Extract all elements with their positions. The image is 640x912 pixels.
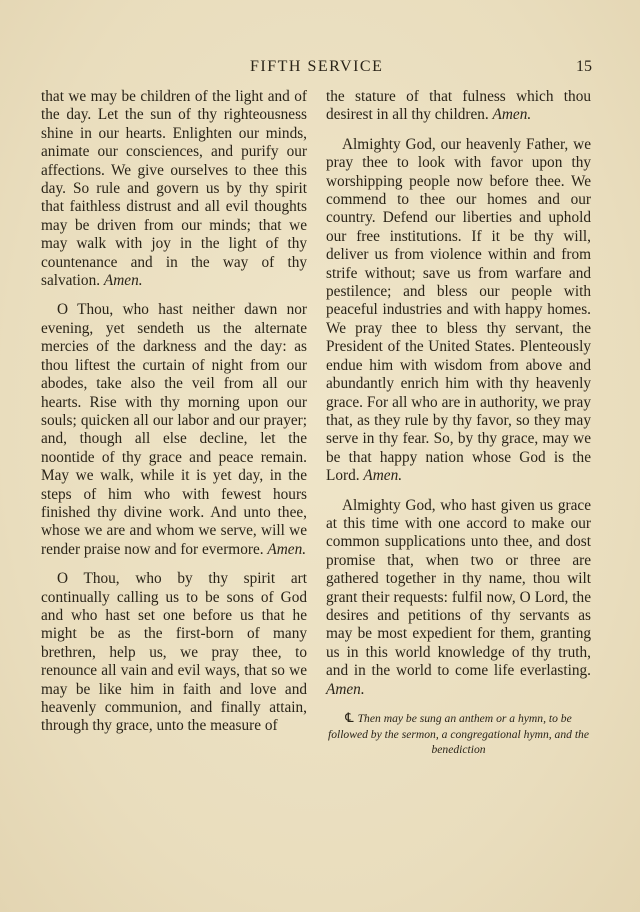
right-column xyxy=(326,88,591,758)
running-head xyxy=(0,58,640,80)
section-title: FIFTH SERVICE xyxy=(250,58,384,75)
prayer-paragraph xyxy=(326,88,591,125)
prayer-paragraph xyxy=(326,136,591,486)
amen: Amen. xyxy=(363,467,403,485)
paragraph-text: Almighty God, who hast given us grace at this time with one accord to make our common supplications unto thee, and dost promise that, when two or three are gathered together in thy name, thou wilt grant their requests: fulfil now, O Lord, the desires and petitions of thy servants as may be most expedient for them, granting us in this world knowledge of thy truth, and in the world to come life everlasting. xyxy=(326,496,591,680)
prayer-paragraph xyxy=(41,88,307,290)
amen: Amen. xyxy=(103,272,143,290)
prayer-paragraph xyxy=(41,301,307,559)
paragraph-text: O Thou, who by thy spirit art continually calling us to be sons of God and who hast set one before us that he might be as the first-born of many brethren, help us, we pray thee, to renounce all vain and evil ways, that so we may be like him in faith and love and heavenly communion, and finally attain, through thy grace, unto the measure of xyxy=(41,570,307,735)
paragraph-text: Almighty God, our heavenly Father, we pray thee to look with favor upon thy worshipping people now before thee. We commend to thee our homes and our country. Defend our liberties and uphold our free institutions. If it be thy will, deliver us from violence within and from strife without; save us from warfare and pestilence; and bless our people with peaceful industries and with happy homes. We pray thee to bless thy servant, the President of the United States. Plenteously endue him with wisdom from above and abundantly enrich him with thy heavenly grace. For all who are in authority, we pray that, as they rule by thy favor, so they may serve in thy fear. So, by thy grace, may we be that happy nation whose God is the Lord. xyxy=(326,135,591,485)
page-number: 15 xyxy=(576,58,592,75)
rubric-mark-icon: ℄ xyxy=(345,710,354,725)
left-column xyxy=(41,88,307,747)
rubric xyxy=(326,710,591,758)
paragraph-text: O Thou, who hast neither dawn nor evening, yet sendeth us the alternate mercies of the darkness and the day: as thou liftest the curtain of night from our abodes, take also the veil from all our hearts. Rise with thy morning upon our souls; quicken all our labor and our prayer; and, though all else decline, let the noontide of thy grace and peace remain. May we walk, while it is yet day, in the steps of him who with fewest hours finished thy divine work. And unto thee, whose we are and whom we serve, will we render praise now and for evermore. xyxy=(41,301,307,558)
amen: Amen. xyxy=(267,540,307,558)
rubric-text: Then may be sung an anthem or a hymn, to be followed by the sermon, a congregational hymn, and the benediction xyxy=(327,712,590,756)
paragraph-text: the stature of that fulness which thou desirest in all thy children. xyxy=(326,88,591,124)
amen: Amen. xyxy=(326,680,365,698)
prayer-paragraph xyxy=(41,570,307,736)
paragraph-text: that we may be children of the light and of the day. Let the sun of thy righteousness shine in our hearts. Enlighten our minds, animate our consciences, and purify our affections. We give ourselves to thee this day. So rule and govern us by thy spirit that faithless distrust and all evil thoughts may be driven from our minds; that we may walk with joy in the light of thy countenance and in the way of thy salvation. xyxy=(41,88,307,290)
prayer-paragraph xyxy=(326,497,591,699)
amen: Amen. xyxy=(492,106,532,124)
